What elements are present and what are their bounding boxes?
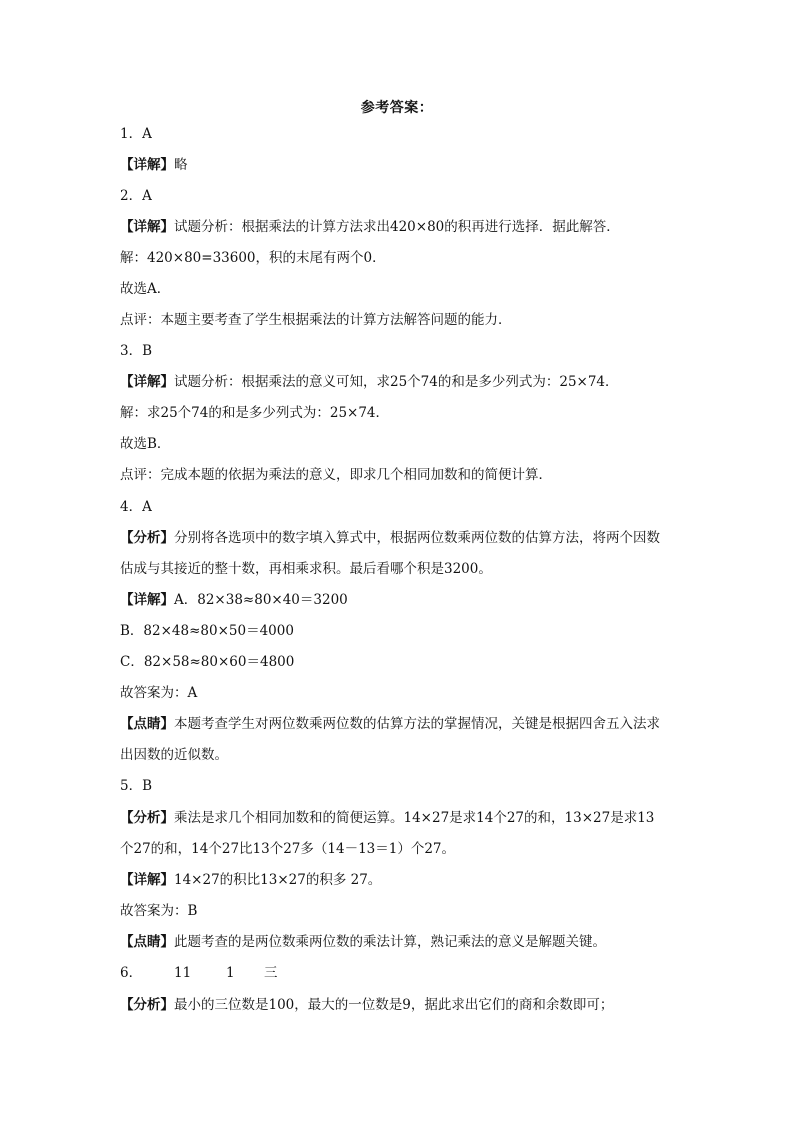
q6-answer-3: 三 xyxy=(264,965,278,981)
point-text: 本题考查学生对两位数乘两位数的估算方法的掌握情况，关键是根据四舍五入法求 xyxy=(174,716,660,732)
q4-detail-a xyxy=(120,590,680,610)
detail-text: A．82×38≈80×40＝3200 xyxy=(174,592,348,608)
detail-text: 略 xyxy=(174,157,188,173)
analysis-tag: 【分析】 xyxy=(120,530,174,546)
q4-analysis xyxy=(120,528,680,548)
point-tag: 【点睛】 xyxy=(120,716,174,732)
q3-comment: 点评：完成本题的依据为乘法的意义，即求几个相同加数和的简便计算． xyxy=(120,467,552,483)
q5-detail xyxy=(120,870,680,890)
q6-number: 6． xyxy=(120,965,143,981)
q3-detail xyxy=(120,372,680,392)
page-title: 参考答案： xyxy=(360,100,434,116)
q2-choice: 故选A． xyxy=(120,281,171,297)
analysis-tag: 【分析】 xyxy=(120,810,174,826)
q4-detail-b: B．82×48≈80×50＝4000 xyxy=(120,623,294,639)
q6-analysis xyxy=(120,995,680,1015)
q5-analysis-cont: 个27的和，14个27比13个27多（14－13＝1）个27。 xyxy=(120,841,456,857)
q3-number: 3．B xyxy=(120,343,153,359)
q3-solution: 解：求25个74的和是多少列式为：25×74． xyxy=(120,405,390,421)
q4-detail-c: C．82×58≈80×60＝4800 xyxy=(120,654,295,670)
detail-tag: 【详解】 xyxy=(120,157,174,173)
q3-choice: 故选B． xyxy=(120,436,171,452)
detail-text: 试题分析：根据乘法的计算方法求出420×80的积再进行选择．据此解答． xyxy=(174,219,620,235)
q6-answer-1: 11 xyxy=(174,965,192,981)
q6-answers xyxy=(120,963,680,983)
analysis-text: 乘法是求几个相同加数和的简便运算。14×27是求14个27的和，13×27是求13 xyxy=(174,810,655,826)
q2-comment: 点评：本题主要考查了学生根据乘法的计算方法解答问题的能力． xyxy=(120,312,512,328)
point-text: 此题考查的是两位数乘两位数的乘法计算，熟记乘法的意义是解题关键。 xyxy=(174,934,606,950)
q5-analysis xyxy=(120,808,680,828)
q2-solution: 解：420×80=33600，积的末尾有两个0． xyxy=(120,250,386,266)
q4-analysis-cont: 估成与其接近的整十数，再相乘求积。最后看哪个积是3200。 xyxy=(120,561,492,577)
q1-number: 1．A xyxy=(120,126,152,142)
detail-tag: 【详解】 xyxy=(120,219,174,235)
analysis-tag: 【分析】 xyxy=(120,997,174,1013)
detail-tag: 【详解】 xyxy=(120,374,174,390)
detail-text: 14×27的积比13×27的积多 27。 xyxy=(174,872,382,888)
q2-number: 2．A xyxy=(120,188,152,204)
q1-detail xyxy=(120,155,680,175)
q4-number: 4．A xyxy=(120,499,152,515)
analysis-text: 分别将各选项中的数字填入算式中，根据两位数乘两位数的估算方法，将两个因数 xyxy=(174,530,660,546)
q6-answer-2: 1 xyxy=(226,965,235,981)
analysis-text: 最小的三位数是100，最大的一位数是9，据此求出它们的商和余数即可； xyxy=(174,997,614,1013)
q4-point-cont: 出因数的近似数。 xyxy=(120,747,228,763)
q4-answer: 故答案为：A xyxy=(120,685,198,701)
detail-tag: 【详解】 xyxy=(120,872,174,888)
q5-number: 5．B xyxy=(120,778,153,794)
point-tag: 【点睛】 xyxy=(120,934,174,950)
q5-point xyxy=(120,932,680,952)
q2-detail xyxy=(120,217,680,237)
detail-text: 试题分析：根据乘法的意义可知，求25个74的和是多少列式为：25×74． xyxy=(174,374,619,390)
q4-point xyxy=(120,714,680,734)
q5-answer: 故答案为：B xyxy=(120,903,198,919)
detail-tag: 【详解】 xyxy=(120,592,174,608)
